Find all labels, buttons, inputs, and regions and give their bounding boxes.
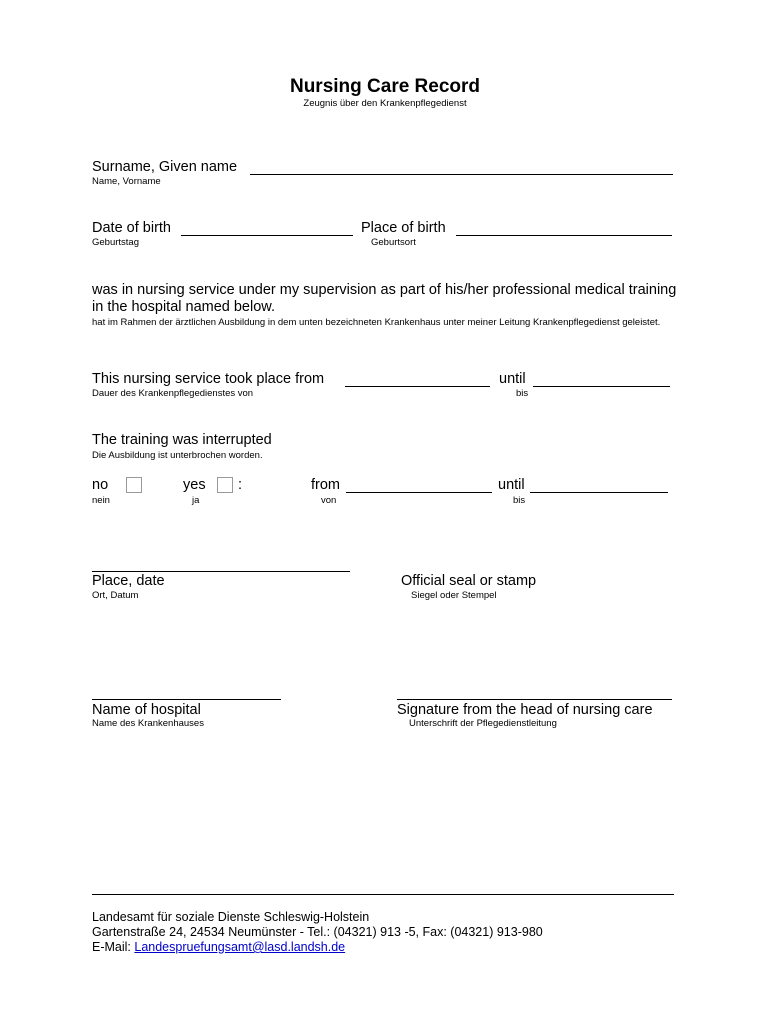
footer-email-line (92, 940, 345, 955)
name-label: Surname, Given name (92, 159, 238, 175)
birth-date-label: Date of birth (92, 220, 171, 236)
service-until-sublabel: bis (516, 388, 529, 399)
birth-date-field[interactable] (181, 221, 353, 236)
no-checkbox[interactable] (126, 477, 142, 493)
hospital-sublabel: Name des Krankenhauses (92, 718, 204, 729)
footer-email-label: E-Mail: (92, 940, 135, 954)
yes-colon: : (238, 477, 243, 493)
interruption-heading-sub: Die Ausbildung ist unterbrochen worden. (92, 450, 263, 461)
birth-place-label: Place of birth (361, 220, 446, 236)
seal-label: Official seal or stamp (401, 573, 537, 589)
footer-address: Gartenstraße 24, 24534 Neumünster - Tel.: (04321) 913 -5, Fax: (04321) 913-980 (92, 925, 543, 939)
interruption-from-label: from (311, 477, 340, 493)
birth-place-field[interactable] (456, 221, 672, 236)
signature-label: Signature from the head of nursing care (397, 702, 653, 718)
name-field[interactable] (250, 160, 673, 175)
statement-translation: hat im Rahmen der ärztlichen Ausbildung in dem unten bezeichneten Krankenhaus unter meiner Leitung Krankenpflegedienst geleistet. (92, 317, 661, 328)
place-date-field[interactable] (92, 558, 350, 572)
interruption-from-field[interactable] (346, 478, 492, 493)
no-sublabel: nein (92, 495, 110, 506)
yes-checkbox[interactable] (217, 477, 233, 493)
interruption-heading: The training was interrupted (92, 432, 272, 448)
interruption-from-sublabel: von (321, 495, 337, 506)
yes-sublabel: ja (192, 495, 200, 506)
document-subtitle: Zeugnis über den Krankenpflegedienst (303, 98, 467, 109)
footer-divider (92, 882, 674, 895)
no-label: no (92, 477, 109, 493)
signature-sublabel: Unterschrift der Pflegedienstleitung (409, 718, 557, 729)
signature-field[interactable] (397, 687, 672, 700)
footer-email-link[interactable]: Landespruefungsamt@lasd.landsh.de (134, 940, 346, 954)
interruption-until-label: until (498, 477, 525, 493)
birth-place-sublabel: Geburtsort (371, 237, 416, 248)
place-date-sublabel: Ort, Datum (92, 590, 139, 601)
statement-text: was in nursing service under my supervision as part of his/her professional medical training in the hospital named below. (92, 282, 677, 315)
service-from-sublabel: Dauer des Krankenpflegedienstes von (92, 388, 254, 399)
service-from-label: This nursing service took place from (92, 371, 325, 387)
hospital-label: Name of hospital (92, 702, 201, 718)
service-from-field[interactable] (345, 372, 490, 387)
footer-org: Landesamt für soziale Dienste Schleswig-Holstein (92, 910, 370, 924)
name-sublabel: Name, Vorname (92, 176, 161, 187)
place-date-label: Place, date (92, 573, 165, 589)
service-until-label: until (499, 371, 526, 387)
interruption-until-field[interactable] (530, 478, 668, 493)
document-title: Nursing Care Record (289, 76, 481, 97)
birth-date-sublabel: Geburtstag (92, 237, 139, 248)
service-until-field[interactable] (533, 372, 670, 387)
seal-sublabel: Siegel oder Stempel (411, 590, 497, 601)
yes-label: yes (183, 477, 206, 493)
hospital-field[interactable] (92, 687, 281, 700)
interruption-until-sublabel: bis (513, 495, 526, 506)
